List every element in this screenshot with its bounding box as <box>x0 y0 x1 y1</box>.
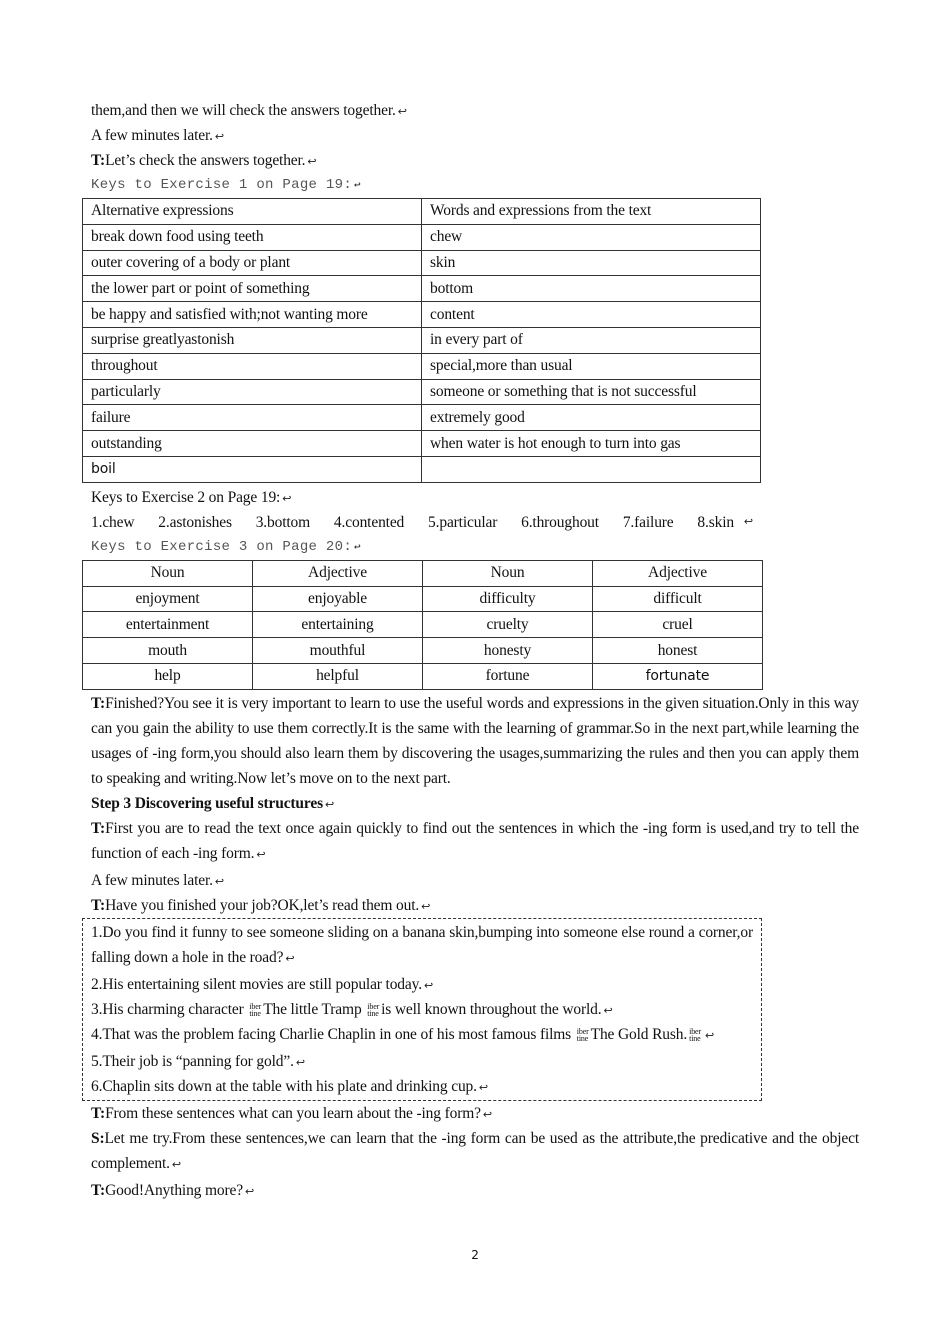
table-cell: surprise greatlyastonish <box>83 327 422 353</box>
table-cell: chew <box>422 224 761 250</box>
text: 3.His charming character <box>91 1000 248 1018</box>
table-cell: outstanding <box>83 431 422 457</box>
text: 4.That was the problem facing Charlie Chaplin in one of his most famous films <box>91 1025 575 1043</box>
table-cell: enjoyment <box>83 586 253 612</box>
table-cell: Noun <box>83 560 253 586</box>
sentence <box>91 1022 753 1049</box>
speaker-label: T: <box>91 694 106 712</box>
mark-top: iber <box>689 1027 701 1037</box>
paragraph-mark-icon: ↩ <box>244 1185 255 1198</box>
exercise1-heading <box>91 173 859 198</box>
table-cell: break down food using teeth <box>83 224 422 250</box>
text-line <box>91 868 859 893</box>
text: Let me try.From these sentences,we can learn that the -ing form can be used as the attribute,the predicative and the object complement. <box>91 1129 859 1172</box>
mark-bottom: tine <box>367 1009 379 1019</box>
table-cell: outer covering of a body or plant <box>83 250 422 276</box>
libertine-mark <box>249 1003 261 1017</box>
mark-bottom: tine <box>576 1034 589 1044</box>
paragraph-mark-icon: ↩ <box>324 798 335 811</box>
mark-top: iber <box>367 1002 380 1012</box>
paragraph-mark-icon: ↩ <box>295 1056 305 1069</box>
table-row <box>83 638 763 664</box>
table-cell: Noun <box>423 560 593 586</box>
libertine-mark <box>577 1028 589 1042</box>
sentence <box>91 1074 753 1099</box>
table-cell: when water is hot enough to turn into gas <box>422 431 761 457</box>
table-cell: throughout <box>83 353 422 379</box>
table-cell: be happy and satisfied with;not wanting more <box>83 302 422 328</box>
paragraph-mark-icon: ↩ <box>421 900 431 913</box>
page-number: 2 <box>471 1248 479 1262</box>
table-row <box>83 302 761 328</box>
table-row <box>83 379 761 405</box>
table-row <box>83 405 761 431</box>
text-line <box>91 1178 859 1203</box>
table-header-row <box>83 560 763 586</box>
table-cell: in every part of <box>422 327 761 353</box>
table-cell: difficulty <box>423 586 593 612</box>
table-header-row <box>83 199 761 225</box>
text: them,and then we will check the answers together. <box>91 102 396 119</box>
table-cell: mouthful <box>253 638 423 664</box>
table-row <box>83 431 761 457</box>
paragraph-mark-icon: ↩ <box>482 1108 492 1121</box>
table-row <box>83 353 761 379</box>
text: is well known throughout the world. <box>381 1000 602 1018</box>
text: 2.His entertaining silent movies are still popular today. <box>91 975 422 993</box>
table-cell: the lower part or point of something <box>83 276 422 302</box>
table-cell: particularly <box>83 379 422 405</box>
speaker-label: T: <box>91 896 106 914</box>
table-row <box>83 224 761 250</box>
mark-top: iber <box>249 1002 262 1012</box>
paragraph-mark-icon: ↩ <box>354 541 361 554</box>
speaker-label: T: <box>91 1181 106 1199</box>
text: The Gold Rush. <box>590 1025 688 1043</box>
table-cell: cruelty <box>423 612 593 638</box>
heading-text: Keys to Exercise 3 on Page 20: <box>91 538 353 555</box>
table-cell: extremely good <box>422 405 761 431</box>
example-sentences-box <box>82 918 762 1101</box>
text: First you are to read the text once again quickly to find out the sentences in which the -ing form is used,and try to tell the function of each -ing form. <box>91 819 859 862</box>
table-cell: failure <box>83 405 422 431</box>
exercise3-heading <box>91 535 859 560</box>
table-row <box>83 612 763 638</box>
paragraph-mark-icon: ↩ <box>704 1029 715 1042</box>
text: Have you finished your job?OK,let’s read them out. <box>105 896 420 914</box>
sentence <box>91 1049 753 1074</box>
paragraph-mark-icon: ↩ <box>214 875 224 888</box>
table-row <box>83 586 763 612</box>
speaker-label: T: <box>91 152 106 169</box>
table-cell: fortunate <box>593 663 763 689</box>
exercise1-table <box>82 198 761 483</box>
paragraph-mark-icon: ↩ <box>282 492 292 505</box>
heading-text: Keys to Exercise 1 on Page 19: <box>91 177 353 193</box>
text: Finished?You see it is very important to learn to use the useful words and expressions in the given situation.Only in this way can you gain the ability to use them correctly.It is the same with the learning of grammar.So in the next part,while learning the usages of -ing form,you should also learn them by discovering the usages,summarizing the rules and then you can apply them to speaking and writing.Now let’s move on to the next part. <box>91 694 859 787</box>
paragraph-mark-icon: ↩ <box>478 1081 488 1094</box>
table-cell: fortune <box>423 663 593 689</box>
table-cell: Adjective <box>593 560 763 586</box>
text: 5.Their job is “panning for gold”. <box>91 1052 294 1070</box>
text: The little Tramp <box>263 1000 366 1018</box>
paragraph-mark-icon: ↩ <box>603 1004 613 1017</box>
answer-item: 6.throughout <box>521 513 599 531</box>
table-row <box>83 456 761 482</box>
table-cell: helpful <box>253 663 423 689</box>
text-line <box>91 893 859 918</box>
table-cell: skin <box>422 250 761 276</box>
table-cell: honest <box>593 638 763 664</box>
text: Let’s check the answers together. <box>105 152 306 169</box>
paragraph <box>91 816 859 868</box>
table-cell: content <box>422 302 761 328</box>
table-cell: honesty <box>423 638 593 664</box>
paragraph-mark-icon: ↩ <box>423 979 434 992</box>
answer-item: 8.skin <box>697 513 734 531</box>
text: 6.Chaplin sits down at the table with his plate and drinking cup. <box>91 1077 477 1095</box>
table-cell: entertainment <box>83 612 253 638</box>
libertine-mark <box>689 1028 701 1042</box>
heading-text: Keys to Exercise 2 on Page 19: <box>91 488 281 506</box>
speaker-label: S: <box>91 1129 105 1147</box>
mark-bottom: tine <box>689 1034 701 1044</box>
table-cell: cruel <box>593 612 763 638</box>
paragraph-mark-icon: ↩ <box>214 131 224 143</box>
paragraph <box>91 1126 859 1178</box>
exercise3-table <box>82 560 763 690</box>
table-row <box>83 327 761 353</box>
paragraph-mark-icon: ↩ <box>256 848 266 861</box>
sentence <box>91 972 753 997</box>
text: Good!Anything more? <box>105 1181 243 1199</box>
libertine-mark <box>367 1003 379 1017</box>
paragraph-mark-icon: ↩ <box>285 952 295 965</box>
exercise2-heading <box>91 485 859 510</box>
answer-row <box>91 510 753 535</box>
sentence <box>91 997 753 1022</box>
table-cell: bottom <box>422 276 761 302</box>
table-cell: Alternative expressions <box>83 199 422 225</box>
table-row <box>83 663 763 689</box>
table-cell: someone or something that is not successful <box>422 379 761 405</box>
paragraph-mark-icon: ↩ <box>307 156 317 168</box>
answer-item: 7.failure <box>622 513 674 531</box>
text-line <box>91 123 859 148</box>
table-cell <box>422 456 761 482</box>
table-cell: Adjective <box>253 560 423 586</box>
heading-text: Step 3 Discovering useful structures <box>91 794 323 812</box>
speaker-label: T: <box>91 1104 106 1122</box>
table-cell: help <box>83 663 253 689</box>
table-cell: boil <box>83 456 422 482</box>
sentence <box>91 920 753 972</box>
table-cell: Words and expressions from the text <box>422 199 761 225</box>
text-line <box>91 1101 859 1126</box>
table-cell: difficult <box>593 586 763 612</box>
table-row <box>83 250 761 276</box>
paragraph-mark-icon: ↩ <box>397 106 407 118</box>
text: A few minutes later. <box>91 127 213 144</box>
exercise2-answers <box>91 510 859 535</box>
table-cell: entertaining <box>253 612 423 638</box>
table-cell: enjoyable <box>253 586 423 612</box>
paragraph-mark-icon: ↩ <box>354 180 361 192</box>
paragraph <box>91 691 859 791</box>
answer-item: 3.bottom <box>255 513 311 531</box>
mark-bottom: tine <box>249 1009 261 1019</box>
table-row <box>83 276 761 302</box>
answer-item: 2.astonishes <box>158 513 232 531</box>
step-heading <box>91 791 859 816</box>
text: A few minutes later. <box>91 871 213 889</box>
paragraph-mark-icon: ↩ <box>171 1158 181 1171</box>
answer-item: 5.particular <box>428 513 498 531</box>
mark-top: iber <box>576 1027 589 1037</box>
text-line <box>91 148 859 173</box>
text: 1.Do you find it funny to see someone sliding on a banana skin,bumping into someone else round a corner,or falling down a hole in the road? <box>91 923 753 966</box>
document-page <box>91 98 859 1203</box>
speaker-label: T: <box>91 819 106 837</box>
table-cell: mouth <box>83 638 253 664</box>
paragraph-mark-icon: ↩ <box>743 515 753 528</box>
table-cell: special,more than usual <box>422 353 761 379</box>
text-line <box>91 98 859 123</box>
answer-item: 4.contented <box>333 513 405 531</box>
answer-item: 1.chew <box>91 513 135 531</box>
text: From these sentences what can you learn about the -ing form? <box>105 1104 481 1122</box>
